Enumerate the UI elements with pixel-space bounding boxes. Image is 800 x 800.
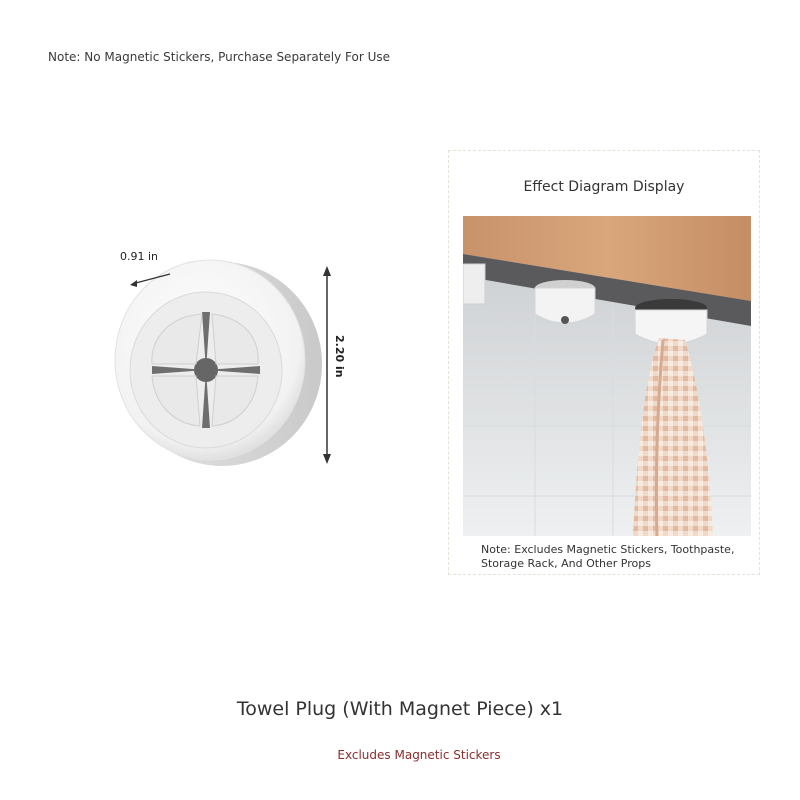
effect-photo	[463, 216, 751, 536]
kitchen-scene-image	[463, 216, 751, 536]
width-dimension-label: 0.91 in	[120, 250, 159, 263]
effect-title: Effect Diagram Display	[523, 179, 685, 195]
product-illustration	[110, 240, 390, 480]
towel-plug-image	[110, 240, 390, 480]
product-subcaption: Excludes Magnetic Stickers	[337, 748, 501, 762]
effect-note: Note: Excludes Magnetic Stickers, Toothpaste, Storage Rack, And Other Props	[481, 543, 735, 570]
top-note: Note: No Magnetic Stickers, Purchase Separately For Use	[48, 50, 391, 64]
effect-diagram-panel	[448, 150, 760, 575]
product-caption: Towel Plug (With Magnet Piece) x1	[236, 698, 564, 720]
height-dimension-label: 2.20 in	[333, 335, 346, 378]
